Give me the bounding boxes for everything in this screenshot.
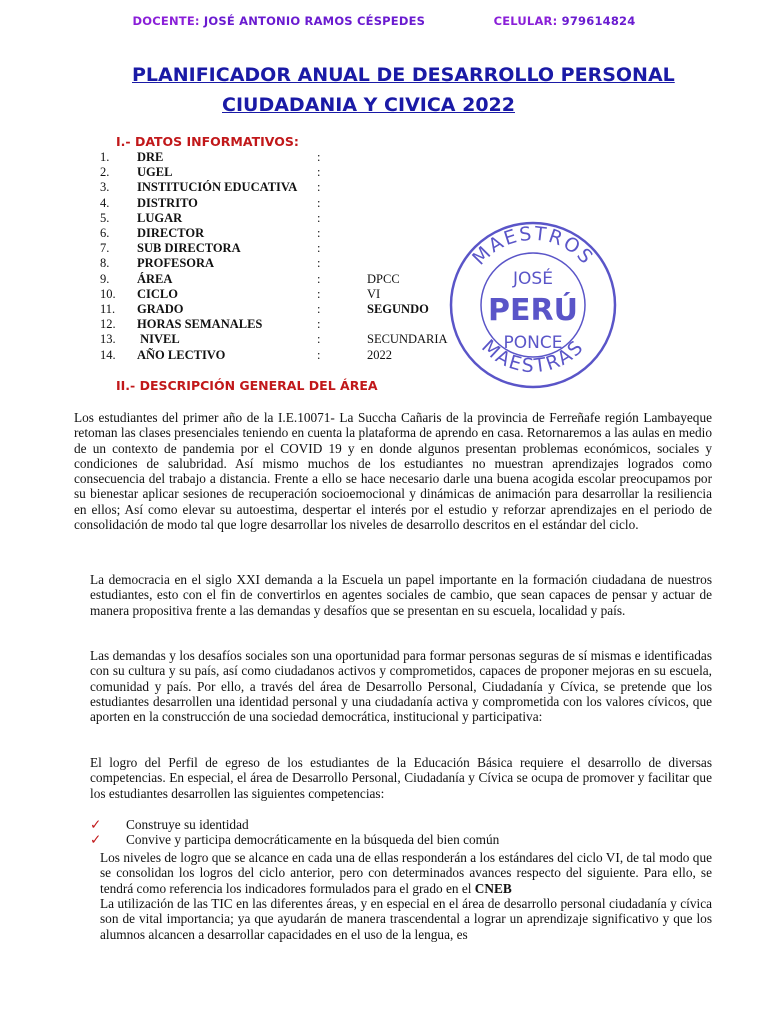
datos-value: DPCC (367, 271, 400, 286)
datos-label: ÁREA (137, 271, 173, 286)
datos-number: 12. (100, 317, 116, 332)
datos-value (367, 196, 487, 211)
datos-colon: : (317, 332, 321, 347)
paragraph-tic: La utilización de las TIC en las diferentes áreas, y en especial en el área de desarrollo personal ciudadanía y cívica son de vital importancia; ya que ayudarán de manera trascendental a lograr un aprendizaje significativo y que los alumnos alcancen a desarrollar capacidades en el uso de la lengua, es (100, 896, 712, 942)
datos-label: NIVEL (137, 332, 180, 347)
datos-label: SUB DIRECTORA (137, 241, 241, 256)
cneb-text: CNEB (474, 880, 512, 896)
datos-value (367, 180, 487, 195)
datos-value: SEGUNDO (367, 302, 429, 317)
datos-number: 10. (100, 286, 116, 301)
datos-row (100, 256, 487, 271)
datos-number: 6. (100, 226, 110, 241)
page-title-line1: PLANIFICADOR ANUAL DE DESARROLLO PERSONAL (132, 64, 675, 86)
paragraph-democracia: La democracia en el siglo XXI demanda a la Escuela un papel importante en la formación ciudadana de nuestros estudiantes, esto con el fin de convertirlos en agentes sociales de cambio, que sean capaces de pensar y actuar de manera propositiva frente a las demandas y desafíos que se presentan en su escuela, localidad y país. (90, 572, 712, 618)
datos-value: VI (367, 286, 381, 301)
datos-colon: : (317, 286, 321, 301)
datos-number: 4. (100, 195, 110, 210)
datos-number: 8. (100, 256, 110, 271)
paragraph-niveles-text: Los niveles de logro que se alcance en cada una de ellas responderán a los estándares del ciclo VI, de tal modo que se consolidan los logros del ciclo anterior, pero con determinados avances respecto del siguiente. Para ello, se tendrá como referencia los indicadores formulados para el grado en el (100, 850, 712, 896)
stamp-line2: PONCE (503, 333, 563, 353)
section-descripcion-heading: II.- DESCRIPCIÓN GENERAL DEL ÁREA (116, 378, 378, 393)
stamp-center: PERÚ (488, 293, 578, 328)
docente-label: DOCENTE: (132, 14, 200, 28)
paragraph-intro: Los estudiantes del primer año de la I.E.10071- La Succha Cañaris de la provincia de Ferreñafe región Lambayeque retoman las clases presenciales teniendo en cuenta la plataforma de aprendo en casa. Retornaremos a las aulas en medio de un contexto de pandemia por el COVID 19 y en donde algunos presentan problemas económicos, sociales y condiciones de salubridad. Así mismo muchos de los estudiantes no muestran aprendizajes logrados como consecuencia del trabajo a distancia. Frente a ello se hace necesario darle una buena acogida escolar preocupamos por su bienestar aplicar sesiones de recuperación socioemocional y dinámicas de animación para desarrollar la resiliencia en ellos; Así como elevar su autoestima, despertar el interés por el estudio y reforzar aprendizajes en el periodo de consolidación de modo tal que logre desarrollar los niveles de desarrollo descritos en el estándar del ciclo. (74, 410, 712, 533)
datos-label: PROFESORA (137, 256, 215, 271)
list-item (90, 832, 499, 847)
datos-number: 13. (100, 332, 116, 347)
datos-colon: : (317, 256, 321, 271)
celular-label: CELULAR: (493, 14, 558, 28)
datos-row (100, 348, 487, 363)
datos-colon: : (317, 195, 321, 210)
datos-colon: : (317, 241, 321, 256)
datos-label: UGEL (137, 165, 173, 180)
datos-colon: : (317, 165, 321, 180)
datos-colon: : (317, 271, 321, 286)
datos-number: 3. (100, 180, 110, 195)
datos-value: 2022 (367, 347, 392, 362)
datos-label: DRE (137, 150, 164, 164)
datos-colon: : (317, 302, 321, 317)
datos-value (367, 165, 487, 180)
datos-row (100, 317, 487, 332)
datos-colon: : (317, 226, 321, 241)
datos-label: INSTITUCIÓN EDUCATIVA (137, 180, 298, 195)
competencia-text: Convive y participa democráticamente en la búsqueda del bien común (126, 832, 500, 848)
checkmark-icon: ✓ (90, 817, 102, 832)
datos-colon: : (317, 347, 321, 362)
datos-row (100, 165, 487, 180)
datos-row (100, 241, 487, 256)
stamp-bottom-text: MAESTRAS (477, 335, 589, 378)
page-title-line2: CIUDADANIA Y CIVICA 2022 (222, 94, 515, 116)
datos-row (100, 272, 487, 287)
datos-row (100, 302, 487, 317)
section-datos-heading: I.- DATOS INFORMATIVOS: (116, 134, 299, 149)
datos-colon: : (317, 180, 321, 195)
paragraph-perfil: El logro del Perfil de egreso de los estudiantes de la Educación Básica requiere el desarrollo de diversas competencias. En especial, el área de Desarrollo Personal, Ciudadanía y Cívica se ocupa de promover y facilitar que los estudiantes desarrollen las siguientes competencias: (90, 755, 712, 801)
datos-label: GRADO (137, 302, 184, 317)
datos-row (100, 332, 487, 347)
datos-label: HORAS SEMANALES (137, 317, 263, 332)
datos-number: 2. (100, 165, 110, 180)
stamp-seal (448, 220, 618, 390)
datos-value: SECUNDARIA (367, 332, 448, 347)
docente-name: JOSÉ ANTONIO RAMOS CÉSPEDES (203, 14, 426, 28)
datos-row (100, 211, 487, 226)
datos-list (100, 150, 487, 363)
datos-row (100, 287, 487, 302)
checkmark-icon: ✓ (90, 832, 102, 848)
datos-colon: : (317, 210, 321, 225)
datos-label: AÑO LECTIVO (137, 347, 226, 362)
datos-number: 14. (100, 347, 116, 362)
stamp-top-text: MAESTROS (468, 222, 599, 270)
competencia-text: Construye su identidad (126, 817, 249, 832)
datos-number: 11. (100, 302, 116, 317)
datos-label: CICLO (137, 286, 178, 301)
teacher-header (0, 14, 768, 28)
paragraph-niveles (100, 850, 712, 896)
celular-number: 979614824 (561, 14, 636, 28)
datos-value (367, 150, 487, 165)
stamp-line1: JOSÉ (513, 269, 553, 289)
datos-number: 7. (100, 241, 110, 256)
datos-number: 9. (100, 271, 110, 286)
datos-colon: : (317, 317, 321, 332)
paragraph-demandas: Las demandas y los desafíos sociales son una oportunidad para formar personas seguras de sí mismas e identificadas con su cultura y su país, así como ciudadanos activos y comprometidos, capaces de proponer mejoras en su escuela, comunidad y país. Por ello, a través del área de Desarrollo Personal, Ciudadanía y Cívica, se pretende que los estudiantes desarrollen una identidad personal y una ciudadanía activa y comprometida con los valores cívicos, que aporten en la construcción de una sociedad democrática, institucional y participativa: (90, 648, 712, 725)
datos-label: DISTRITO (137, 195, 198, 210)
datos-row (100, 150, 487, 165)
datos-row (100, 180, 487, 195)
datos-colon: : (317, 150, 321, 164)
datos-label: LUGAR (137, 210, 183, 225)
datos-label: DIRECTOR (137, 226, 205, 241)
competencias-list (90, 817, 499, 848)
datos-row (100, 226, 487, 241)
datos-number: 5. (100, 210, 110, 225)
list-item (90, 817, 499, 832)
datos-row (100, 196, 487, 211)
datos-number: 1. (100, 150, 110, 164)
